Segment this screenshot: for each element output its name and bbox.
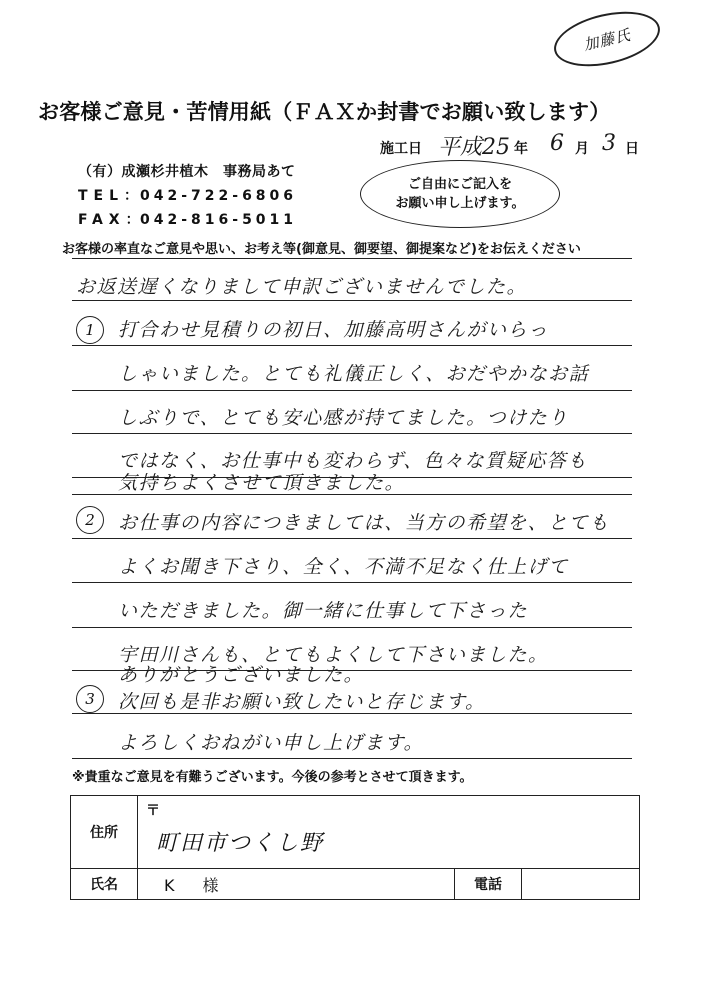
thank-you-note: ※貴重なご意見を有難うございます。今後の参考とさせて頂きます。 xyxy=(72,770,473,785)
handwritten-line: ではなく、お仕事中も変わらず、色々な質疑応答も xyxy=(118,450,588,472)
address-row xyxy=(71,796,640,869)
customer-info-table xyxy=(70,795,640,900)
tel-label: TEL： xyxy=(78,188,145,204)
handwritten-line: ありがとうございました。 xyxy=(118,664,365,686)
handwritten-line: 次回も是非お願い致したいと存じます。 xyxy=(118,691,486,713)
ruled-line xyxy=(72,390,632,391)
ruled-line xyxy=(72,538,632,539)
bubble-line-2: お願い申し上げます。 xyxy=(395,196,525,211)
addressee: （有）成瀬杉井植木 事務局あて xyxy=(78,164,296,180)
tel-number: 042-722-6806 xyxy=(140,188,298,204)
handwritten-line: しぶりで、とても安心感が持てました。つけたり xyxy=(118,407,569,429)
bubble-line-1: ご自由にご記入を xyxy=(407,177,512,192)
circled-number-3: 3 xyxy=(76,685,104,713)
handwritten-line: 気持ちよくさせて頂きました。 xyxy=(118,472,406,494)
name-label: 氏名 xyxy=(71,869,138,900)
instruction-text: お客様の率直なご意見や思い、お考え等(御意見、御要望、御提案など)をお伝えください xyxy=(62,242,581,257)
ruled-line xyxy=(72,627,632,628)
handwritten-line: よろしくおねがい申し上げます。 xyxy=(118,732,424,754)
ruled-line xyxy=(72,345,632,346)
phone-label: 電話 xyxy=(455,869,522,900)
handwritten-line: 宇田川さんも、とてもよくして下さいました。 xyxy=(118,644,549,666)
name-field[interactable]: K 様 xyxy=(138,869,455,900)
circled-number-2: 2 xyxy=(76,506,104,534)
circled-number-1: 1 xyxy=(76,316,104,344)
name-row xyxy=(71,869,640,900)
ruled-line xyxy=(72,582,632,583)
address-field[interactable] xyxy=(138,796,640,869)
handwritten-line: しゃいました。とても礼儀正しく、おだやかなお話 xyxy=(118,363,590,385)
day-unit: 日 xyxy=(625,141,639,157)
date-day: 3 xyxy=(602,131,616,156)
ruled-line xyxy=(72,258,632,259)
handwritten-line: いただきました。御一緒に仕事して下さった xyxy=(118,600,529,622)
handwritten-line: よくお聞き下さり、全く、不満不足なく仕上げて xyxy=(118,556,569,578)
month-unit: 月 xyxy=(575,141,589,157)
date-label: 施工日 xyxy=(380,141,422,157)
fax-label: FAX： xyxy=(78,212,146,228)
ruled-line xyxy=(72,433,632,434)
handwritten-line: お返送遅くなりまして申訳ございませんでした。 xyxy=(76,276,528,298)
phone-field[interactable] xyxy=(522,869,640,900)
ruled-line xyxy=(72,300,632,301)
fax-number: 042-816-5011 xyxy=(140,212,298,228)
address-value: 町田市つくし野 xyxy=(156,831,325,856)
handwritten-line: お仕事の内容につきましては、当方の希望を、とても xyxy=(118,512,610,534)
form-title: お客様ご意見・苦情用紙（ＦＡＸか封書でお願い致します） xyxy=(38,100,611,124)
date-era-year: 平成25 xyxy=(438,135,510,160)
address-label: 住所 xyxy=(71,796,138,869)
stamp-text: 加藤氏 xyxy=(581,25,633,54)
date-month: 6 xyxy=(550,131,564,156)
postal-mark: 〒 xyxy=(146,803,160,819)
ruled-line xyxy=(72,758,632,759)
handwritten-line: 打合わせ見積りの初日、加藤高明さんがいらっ xyxy=(118,319,549,341)
year-unit: 年 xyxy=(514,141,528,157)
